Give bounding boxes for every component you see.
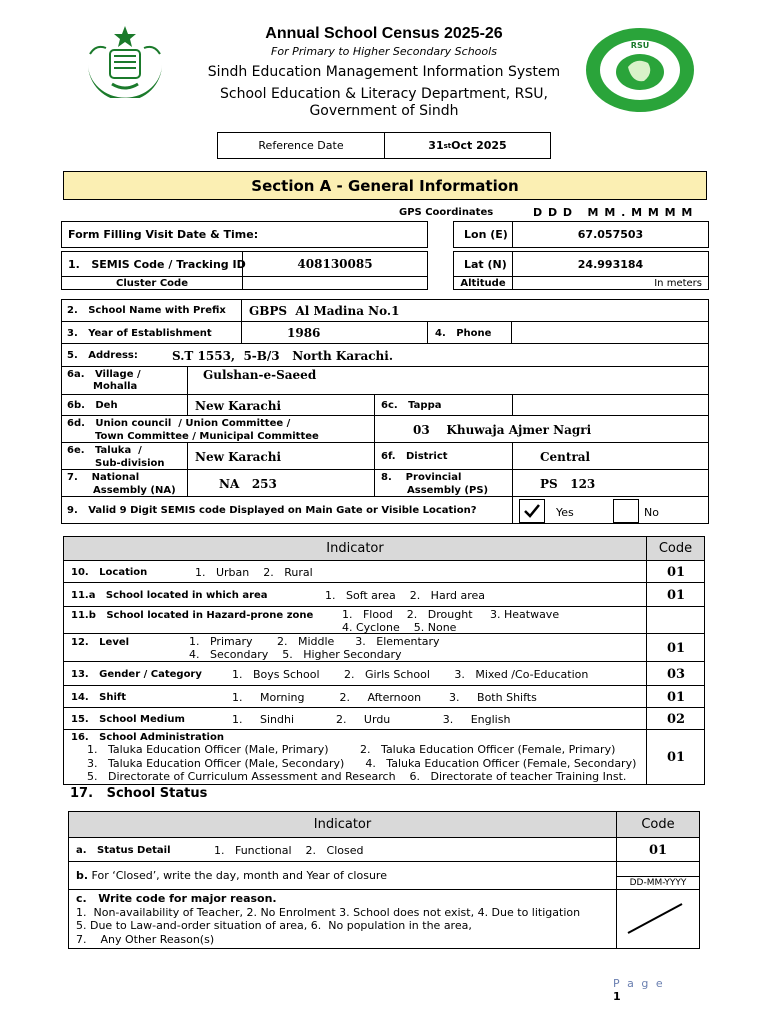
address-value[interactable]: S.T 1553, 5-B/3 North Karachi. — [172, 348, 394, 363]
phone-label: 4. Phone — [435, 327, 492, 339]
reason-code-field[interactable] — [616, 890, 700, 949]
government-name: Government of Sindh — [309, 103, 459, 119]
union-council-value[interactable]: 03 Khuwaja Ajmer Nagri — [413, 422, 592, 437]
year-value[interactable]: 1986 — [287, 326, 321, 340]
no-label: No — [644, 506, 659, 519]
left-logo — [76, 24, 174, 98]
status-row-b: b. For ‘Closed’, write the day, month and Year of closure DD-MM-YYYY — [68, 862, 700, 890]
rsu-logo — [584, 27, 696, 113]
village-value[interactable]: Gulshan-e-Saeed — [203, 368, 317, 382]
checkmark-icon — [523, 503, 541, 519]
na-label: 7. National Assembly (NA) — [67, 472, 176, 496]
district-label: 6f. District — [381, 451, 448, 462]
table-row: 11.a School located in which area 1. Soft area 2. Hard area 01 — [63, 583, 705, 607]
cluster-code-value[interactable] — [242, 276, 428, 290]
yes-checkbox[interactable] — [519, 499, 545, 523]
hazard-code[interactable] — [647, 607, 705, 634]
status-row-c: c. Write code for major reason. 1. Non-availability of Teacher, 2. No Enrolment 3. School does not exist, 4. Due to litigation 5. Due to Law-and-order situation of area, 6. No population in the area, 7. Any Other Reason(s) — [68, 890, 700, 949]
status-row-a: a. Status Detail 1. Functional 2. Closed 01 — [68, 838, 700, 862]
school-status-title: 17. School Status — [70, 786, 208, 801]
school-name-value[interactable]: GBPS Al Madina No.1 — [249, 303, 400, 318]
visit-date-field[interactable] — [61, 221, 428, 248]
indicator-header: Indicator — [64, 537, 646, 561]
location-code[interactable]: 01 — [666, 564, 686, 580]
no-checkbox[interactable] — [613, 499, 639, 523]
village-label: 6a. Village / Mohalla — [67, 369, 141, 392]
gps-format: D D D M M . M M M M — [533, 206, 694, 219]
document-title: Annual School Census 2025-26 — [265, 25, 503, 42]
page-footer — [606, 964, 665, 1003]
deh-label: 6b. Deh — [67, 400, 118, 411]
taluka-label: 6e. Taluka / Sub-division — [67, 445, 165, 469]
shift-code[interactable]: 01 — [666, 689, 686, 705]
phone-value[interactable] — [512, 322, 708, 344]
altitude-label: Altitude — [453, 276, 513, 290]
area-code[interactable]: 01 — [666, 587, 686, 603]
table-row: 13. Gender / Category 1. Boys School 2. Girls School 3. Mixed /Co-Education 03 — [63, 662, 705, 686]
tappa-value[interactable] — [513, 395, 708, 416]
reference-date-label: Reference Date — [217, 132, 385, 159]
year-label: 3. Year of Establishment — [67, 327, 212, 339]
lat-value[interactable]: 24.993184 — [512, 251, 709, 277]
taluka-value[interactable]: New Karachi — [195, 449, 282, 464]
lon-value[interactable]: 67.057503 — [512, 221, 709, 248]
gps-label: GPS Coordinates — [399, 207, 494, 218]
system-name: Sindh Education Management Information System — [207, 64, 561, 80]
page-number: 1 — [613, 990, 621, 1003]
semis-label-cell: 1. SEMIS Code / Tracking ID — [61, 251, 243, 277]
na-value[interactable]: NA 253 — [219, 476, 277, 491]
table-row: 16. School Administration 1. Taluka Education Officer (Male, Primary) 2. Taluka Education Officer (Female, Primary) 3. Taluka Education Officer (Male, Secondary) 4. Taluka Education Officer (Female, Secondary) 5. Directorate of Curriculum Assessment and Research 6. Directorate of teacher Training Inst. 01 — [63, 730, 705, 785]
semis-display-question: 9. Valid 9 Digit SEMIS code Displayed on Main Gate or Visible Location? — [67, 505, 477, 516]
altitude-value[interactable]: In meters — [512, 276, 709, 290]
table-row: 15. School Medium 1. Sindhi 2. Urdu 3. English 02 — [63, 708, 705, 730]
status-detail-code[interactable]: 01 — [648, 842, 668, 858]
visit-date-label: Form Filling Visit Date & Time: — [68, 228, 259, 241]
medium-code[interactable]: 02 — [666, 711, 686, 727]
administration-code[interactable]: 01 — [666, 750, 686, 765]
closure-date-field[interactable]: DD-MM-YYYY — [629, 878, 687, 888]
table-row: 14. Shift 1. Morning 2. Afternoon 3. Both Shifts 01 — [63, 686, 705, 708]
semis-code-value[interactable]: 408130085 — [242, 251, 428, 277]
level-code[interactable]: 01 — [666, 640, 686, 656]
deh-value[interactable]: New Karachi — [195, 398, 282, 413]
cluster-code-label: Cluster Code — [61, 276, 243, 290]
status-code-header: Code — [617, 812, 699, 838]
address-label: 5. Address: — [67, 350, 138, 361]
page-label: P a g e — [613, 977, 665, 990]
rsu-logo-text: RSU — [630, 41, 650, 50]
yes-label: Yes — [556, 506, 574, 519]
ps-label: 8. Provincial Assembly (PS) — [381, 472, 489, 496]
table-row: 10. Location 1. Urban 2. Rural 01 — [63, 561, 705, 583]
union-council-label: 6d. Union council / Union Committee / Town Committee / Municipal Committee — [67, 418, 319, 442]
table-row: 12. Level 1. Primary 2. Middle 3. Elementary 4. Secondary 5. Higher Secondary 01 — [63, 634, 705, 662]
code-header: Code — [647, 537, 704, 561]
ps-value[interactable]: PS 123 — [540, 476, 596, 491]
reference-date-value: 31 st Oct 2025 — [384, 132, 551, 159]
document-subtitle: For Primary to Higher Secondary Schools — [271, 45, 497, 58]
section-a-title: Section A - General Information — [63, 171, 707, 200]
status-indicator-header: Indicator — [69, 812, 616, 838]
table-row: 11.b School located in Hazard-prone zone 1. Flood 2. Drought 3. Heatwave 4. Cyclone 5. None — [63, 607, 705, 634]
district-value[interactable]: Central — [540, 449, 591, 464]
gender-code[interactable]: 03 — [666, 666, 686, 682]
tappa-label: 6c. Tappa — [381, 400, 442, 411]
school-name-label: 2. School Name with Prefix — [67, 305, 226, 316]
department-name: School Education & Literacy Department, RSU, — [220, 86, 548, 102]
lat-label-cell: Lat (N) — [453, 251, 513, 277]
diagonal-line-icon — [616, 890, 700, 949]
lon-label-cell: Lon (E) — [453, 221, 513, 248]
